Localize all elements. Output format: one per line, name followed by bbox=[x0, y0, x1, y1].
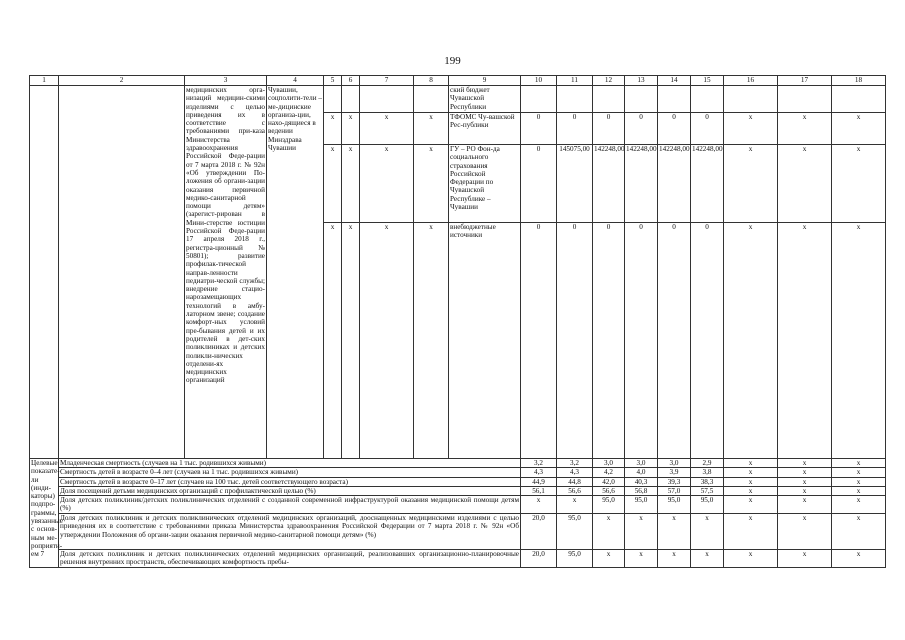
indicator-value: 20,0 bbox=[521, 550, 557, 568]
indicator-value: x bbox=[832, 459, 886, 468]
indicator-row bbox=[30, 459, 886, 468]
indicator-value: x bbox=[724, 477, 778, 486]
funding-row bbox=[30, 86, 886, 113]
column-number: 10 bbox=[521, 76, 557, 86]
column-number: 15 bbox=[691, 76, 724, 86]
indicator-value: 39,3 bbox=[658, 477, 691, 486]
indicator-value: x bbox=[832, 486, 886, 495]
column-number: 14 bbox=[658, 76, 691, 86]
indicator-value: 44,8 bbox=[557, 477, 593, 486]
indicator-value: x bbox=[625, 550, 658, 568]
indicator-value: x bbox=[724, 459, 778, 468]
indicator-value: 3,2 bbox=[557, 459, 593, 468]
indicator-value: 40,3 bbox=[625, 477, 658, 486]
column-number: 4 bbox=[267, 76, 324, 86]
indicator-value: x bbox=[778, 496, 832, 514]
funding-source: ский бюджет Чувашской Республики bbox=[449, 86, 521, 113]
indicator-value: 3,0 bbox=[593, 459, 625, 468]
indicator-value: 3,0 bbox=[658, 459, 691, 468]
indicator-value: x bbox=[724, 486, 778, 495]
indicator-value: 4,2 bbox=[593, 468, 625, 477]
indicator-value: 38,3 bbox=[691, 477, 724, 486]
executor-cell: Чувашии, соцполити-тели – ме-дицинские организа-ции, нахо-дящиеся в ведении Минздрава Чувашии bbox=[267, 86, 324, 459]
indicator-value: 95,0 bbox=[557, 514, 593, 550]
column-number: 18 bbox=[832, 76, 886, 86]
indicator-value: 44,9 bbox=[521, 477, 557, 486]
indicator-row bbox=[30, 514, 886, 550]
indicator-value: 95,0 bbox=[625, 496, 658, 514]
column-number: 11 bbox=[557, 76, 593, 86]
indicator-value: 3,0 bbox=[625, 459, 658, 468]
indicator-value: 3,2 bbox=[521, 459, 557, 468]
indicator-row bbox=[30, 486, 886, 495]
indicator-value: 4,0 bbox=[625, 468, 658, 477]
indicator-value: x bbox=[625, 514, 658, 550]
indicator-name: Смертность детей в возрасте 0–17 лет (случаев на 100 тыс. детей соответствующего возраста) bbox=[59, 477, 521, 486]
column-number: 17 bbox=[778, 76, 832, 86]
indicator-value: 95,0 bbox=[691, 496, 724, 514]
indicator-value: x bbox=[778, 550, 832, 568]
measure-description: медицинских орга-низаций медицин-скими изделиями с целью приведения их в соответствие с требованиями при-каза Министерства здравоохранения Российской Феде-рации от 7 марта 2018 г. № 92н «Об утверждении По-ложения об органи-зации оказания первичной медико-санитарной помощи детям» (зарегист-рирован в Мини-стерстве юстиции Российской Феде-рации 17 апреля 2018 г., регистра-ционный № 50801); развитие профилак-тической направ-ленности педиатри-ческой службы; внедрение стацио-нарозамещающих технологий в амбу-латорном звене; создание комфорт-ных условий пре-бывания детей и их родителей в дет-ских поликлиниках и детских поликли-нических отделени-ях медицинских организаций bbox=[185, 86, 267, 459]
indicator-value: x bbox=[724, 550, 778, 568]
indicator-value: 56,8 bbox=[625, 486, 658, 495]
indicator-name: Доля посещений детьми медицинских организаций с профилактической целью (%) bbox=[59, 486, 521, 495]
column-number: 13 bbox=[625, 76, 658, 86]
header-row bbox=[30, 76, 886, 86]
indicator-row bbox=[30, 477, 886, 486]
indicator-value: 42,0 bbox=[593, 477, 625, 486]
indicator-value: 3,8 bbox=[691, 468, 724, 477]
indicator-value: x bbox=[724, 496, 778, 514]
indicator-value: x bbox=[521, 496, 557, 514]
indicator-value: 4,3 bbox=[557, 468, 593, 477]
indicator-value: x bbox=[724, 468, 778, 477]
funding-row: x x x x ГУ – РО Фон-да социального страхования Российской Федерации по Чувашской Республике – Чувашии 0 145075,00 142248,00 142248,00 142248,00 142248,00 x x x bbox=[30, 145, 886, 223]
indicator-value: x bbox=[778, 486, 832, 495]
program-table bbox=[29, 75, 886, 568]
funding-row: x x x x ТФОМС Чу-вашской Рес-публики 0 0 0 0 0 0 x x x bbox=[30, 113, 886, 145]
indicator-value: x bbox=[691, 514, 724, 550]
indicator-value: 20,0 bbox=[521, 514, 557, 550]
indicator-value: x bbox=[724, 514, 778, 550]
indicator-value: 56,6 bbox=[557, 486, 593, 495]
indicator-value: x bbox=[778, 468, 832, 477]
indicator-value: 57,5 bbox=[691, 486, 724, 495]
targets-label: Целевые показате-ли (инди-каторы) подпро-граммы, увязанные с основ-ным ме-роприяти-ем 7 bbox=[30, 459, 59, 568]
column-number: 16 bbox=[724, 76, 778, 86]
indicator-value: x bbox=[832, 514, 886, 550]
indicator-name: Доля детских поликлиник и детских поликлинических отделений медицинских организаций, дооснащенных медицинскими изделиями с целью приведения их в соответствие с требованиями приказа Министерства здравоохранения Российской Федерации от 7 марта 2018 г. № 92н «Об утверждении Положения об органи-зации оказания первичной медико-санитарной помощи детям» (%) bbox=[59, 514, 521, 550]
indicator-value: x bbox=[832, 468, 886, 477]
indicator-value: x bbox=[778, 514, 832, 550]
indicator-value: x bbox=[691, 550, 724, 568]
indicator-value: 4,3 bbox=[521, 468, 557, 477]
indicator-value: 95,0 bbox=[658, 496, 691, 514]
indicator-value: x bbox=[593, 550, 625, 568]
indicator-value: 56,1 bbox=[521, 486, 557, 495]
funding-source: ТФОМС Чу-вашской Рес-публики bbox=[449, 113, 521, 145]
indicator-row bbox=[30, 468, 886, 477]
indicator-value: x bbox=[593, 514, 625, 550]
indicator-value: 2,9 bbox=[691, 459, 724, 468]
indicator-value: x bbox=[658, 550, 691, 568]
indicators-section bbox=[30, 459, 886, 568]
indicator-value: x bbox=[557, 496, 593, 514]
indicator-row bbox=[30, 550, 886, 568]
column-number: 9 bbox=[449, 76, 521, 86]
indicator-value: x bbox=[658, 514, 691, 550]
indicator-name: Младенческая смертность (случаев на 1 тыс. родившихся живыми) bbox=[59, 459, 521, 468]
column-number: 8 bbox=[414, 76, 449, 86]
funding-source: ГУ – РО Фон-да социального страхования Российской Федерации по Чувашской Республике – Чувашии bbox=[449, 145, 521, 223]
column-number: 7 bbox=[360, 76, 414, 86]
indicator-value: 56,6 bbox=[593, 486, 625, 495]
indicator-name: Доля детских поликлиник и детских поликлинических отделений медицинских организаций, реализовавших организационно-планировочные решения внутренних пространств, обеспечивающих комфортность пребы- bbox=[60, 550, 519, 567]
indicator-value: 95,0 bbox=[557, 550, 593, 568]
column-number: 1 bbox=[30, 76, 59, 86]
indicator-value: x bbox=[832, 477, 886, 486]
column-number: 6 bbox=[342, 76, 360, 86]
funding-source: внебюджетные источники bbox=[449, 223, 521, 459]
indicator-value: x bbox=[778, 477, 832, 486]
funding-row: x x x x внебюджетные источники 0 0 0 0 0 0 x x x bbox=[30, 223, 886, 459]
indicator-row bbox=[30, 496, 886, 514]
indicator-value: x bbox=[832, 496, 886, 514]
column-number: 5 bbox=[324, 76, 342, 86]
indicator-name: Доля детских поликлиник/детских поликлинических отделений с созданной современной инфраструктурой оказания медицинской помощи детям (%) bbox=[60, 496, 519, 513]
indicator-value: 95,0 bbox=[593, 496, 625, 514]
indicator-value: x bbox=[778, 459, 832, 468]
page-number: 199 bbox=[444, 55, 461, 67]
indicator-value: x bbox=[832, 550, 886, 568]
column-number: 2 bbox=[59, 76, 185, 86]
indicator-value: 3,9 bbox=[658, 468, 691, 477]
column-number: 3 bbox=[185, 76, 267, 86]
indicator-name: Смертность детей в возрасте 0–4 лет (случаев на 1 тыс. родившихся живыми) bbox=[59, 468, 521, 477]
column-number: 12 bbox=[593, 76, 625, 86]
indicator-value: 57,0 bbox=[658, 486, 691, 495]
